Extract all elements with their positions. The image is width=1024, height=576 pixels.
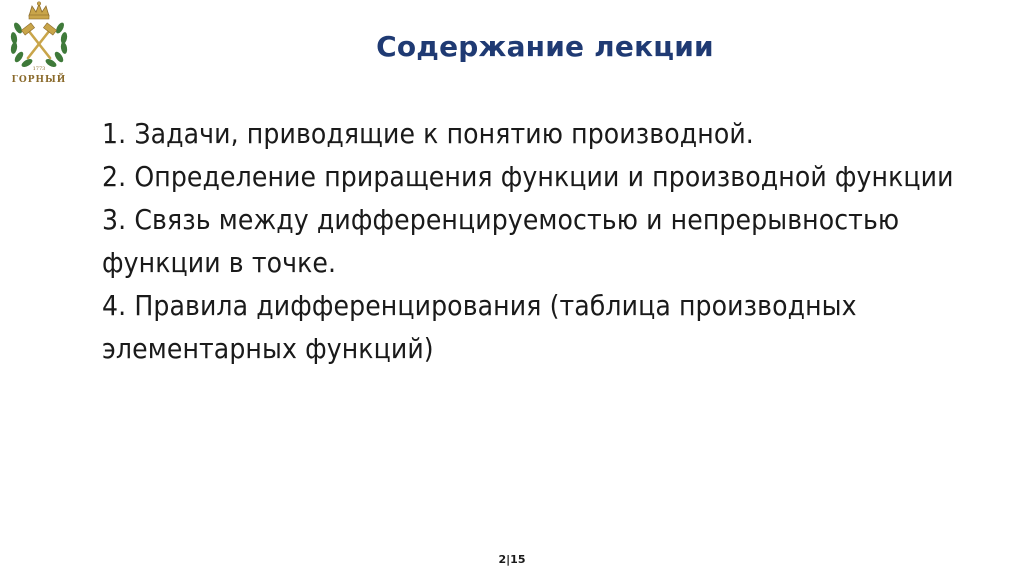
list-item: 4. Правила дифференцирования (таблица производных элементарных функций) <box>102 289 857 365</box>
list-item: 3. Связь между дифференцируемостью и непрерывностью функции в точке. <box>102 203 900 279</box>
lecture-contents-list <box>102 112 982 370</box>
page-number: 2|15 <box>498 553 526 566</box>
list-item: 1. Задачи, приводящие к понятию производной. <box>102 117 754 150</box>
logo-year: 1773 <box>32 66 46 72</box>
slide-title: Содержание лекции <box>376 30 714 63</box>
list-item: 2. Определение приращения функции и производной функции <box>102 160 954 193</box>
crown-icon <box>29 2 49 19</box>
logo-caption: ГОРНЫЙ <box>11 75 67 85</box>
